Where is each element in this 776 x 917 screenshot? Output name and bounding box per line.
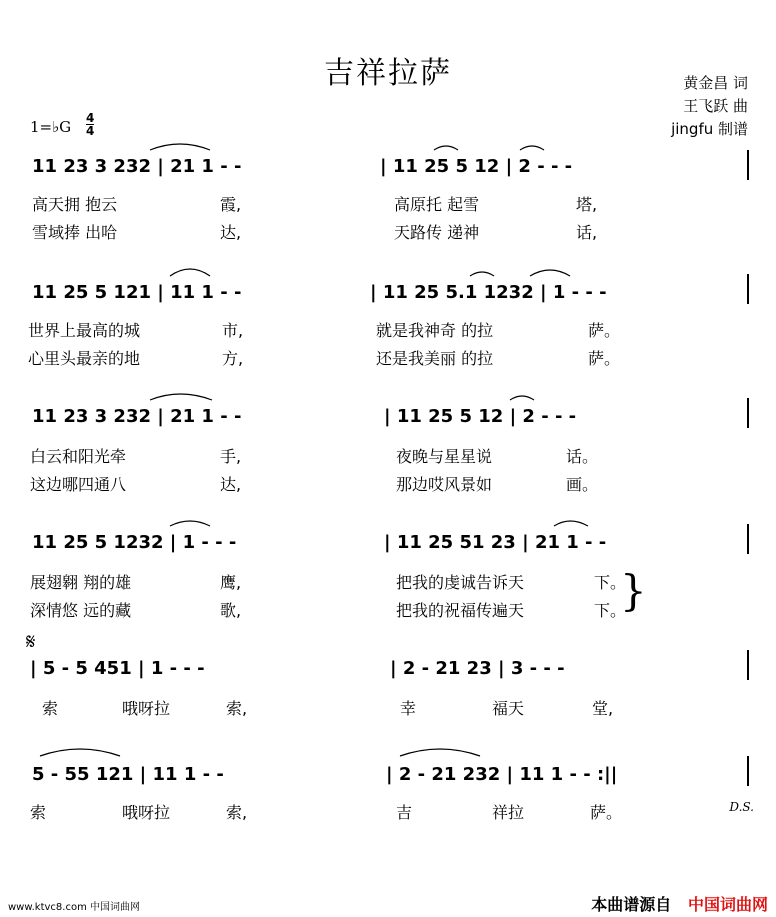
notes-system-3-b: | 11 25 5 12 | 2 - - - [384,406,577,427]
lyric-s2-v1-d: 萨。 [588,321,621,340]
lyric-s3-v2-a: 这边哪四通八 [30,475,127,494]
lyric-s4-v2-b: 歌, [220,601,242,620]
lyric-s1-v2-d: 话, [576,223,598,242]
lyric-s6-c: 索, [226,803,248,822]
lyricist-credit: 黄金昌 词 [683,74,748,92]
lyric-s5-f: 堂, [592,699,614,718]
lyric-s1-v2-b: 达, [220,223,242,242]
time-signature-top: 4 [86,111,95,125]
lyric-s4-v1-a: 展翅翱 翔的雄 [30,573,132,592]
lyric-s4-v2-a: 深情悠 远的藏 [30,601,132,620]
composer-credit: 王飞跃 曲 [683,97,748,115]
notes-system-5-a: | 5 - 5 451 | 1 - - - [30,658,205,679]
lyric-s3-v1-b: 手, [220,447,242,466]
lyric-s2-v1-a: 世界上最高的城 [28,321,141,340]
lyric-s1-v1-a: 高天拥 抱云 [32,195,118,214]
lyric-s4-v2-c: 把我的祝福传遍天 [396,601,525,620]
lyric-s1-v1-c: 高原托 起雪 [394,195,480,214]
lyric-s5-a: 索 [42,699,59,718]
notes-system-1-a: 11 23 3 232 | 21 1 - - [32,156,242,177]
lyric-s3-v1-d: 话。 [566,447,599,466]
dal-segno-mark: D.S. [729,800,754,814]
verse-brace: } [620,566,647,615]
lyric-s2-v1-b: 市, [222,321,244,340]
lyric-s6-d: 吉 [396,803,413,822]
lyric-s5-c: 索, [226,699,248,718]
segno-sign: 𝄋 [26,630,36,655]
notes-system-3-a: 11 23 3 232 | 21 1 - - [32,406,242,427]
time-signature [86,112,94,137]
lyric-s5-b: 哦呀拉 [122,699,171,718]
lyric-s5-e: 福天 [492,699,525,718]
notes-system-4-a: 11 25 5 1232 | 1 - - - [32,532,237,553]
lyric-s4-v1-c: 把我的虔诚告诉天 [396,573,525,592]
lyric-s3-v2-d: 画。 [566,475,599,494]
notes-system-6-b: | 2 - 21 232 | 11 1 - - :|| [386,764,618,785]
footer-site-name[interactable]: 中国词曲网 [687,895,768,914]
footer-source-link[interactable]: www.ktvc8.com 中国词曲网 [8,902,141,913]
lyric-s4-v2-d: 下。 [594,601,627,620]
lyric-s6-f: 萨。 [590,803,623,822]
notes-system-4-b: | 11 25 51 23 | 21 1 - - [384,532,607,553]
lyric-s1-v1-b: 霞, [220,195,242,214]
lyric-s2-v1-c: 就是我神奇 的拉 [376,321,494,340]
notes-system-6-a: 5 - 55 121 | 11 1 - - [32,764,224,785]
lyric-s2-v2-c: 还是我美丽 的拉 [376,349,494,368]
time-signature-bottom: 4 [86,124,95,138]
notes-system-2-a: 11 25 5 121 | 11 1 - - [32,282,242,303]
notes-system-2-b: | 11 25 5.1 1232 | 1 - - - [370,282,607,303]
key-signature: 1=♭G [30,118,72,136]
notes-system-5-b: | 2 - 21 23 | 3 - - - [390,658,565,679]
lyric-s3-v1-c: 夜晚与星星说 [396,447,493,466]
notes-system-1-b: | 11 25 5 12 | 2 - - - [380,156,573,177]
lyric-s3-v1-a: 白云和阳光牵 [30,447,127,466]
footer-attribution [591,892,768,915]
lyric-s4-v1-d: 下。 [594,573,627,592]
lyric-s2-v2-d: 萨。 [588,349,621,368]
engraver-credit: jingfu 制谱 [671,120,748,138]
lyric-s6-a: 索 [30,803,47,822]
lyric-s1-v2-a: 雪域捧 出哈 [32,223,118,242]
footer-attribution-label: 本曲谱源自 [591,895,672,914]
lyric-s6-b: 哦呀拉 [122,803,171,822]
lyric-s4-v1-b: 鹰, [220,573,242,592]
lyric-s5-d: 幸 [400,699,417,718]
lyric-s2-v2-b: 方, [222,349,244,368]
lyric-s3-v2-b: 达, [220,475,242,494]
lyric-s3-v2-c: 那边哎风景如 [396,475,493,494]
lyric-s1-v1-d: 塔, [576,195,598,214]
lyric-s1-v2-c: 天路传 递神 [394,223,480,242]
song-title: 吉祥拉萨 [324,56,452,91]
lyric-s2-v2-a: 心里头最亲的地 [28,349,141,368]
lyric-s6-e: 祥拉 [492,803,525,822]
